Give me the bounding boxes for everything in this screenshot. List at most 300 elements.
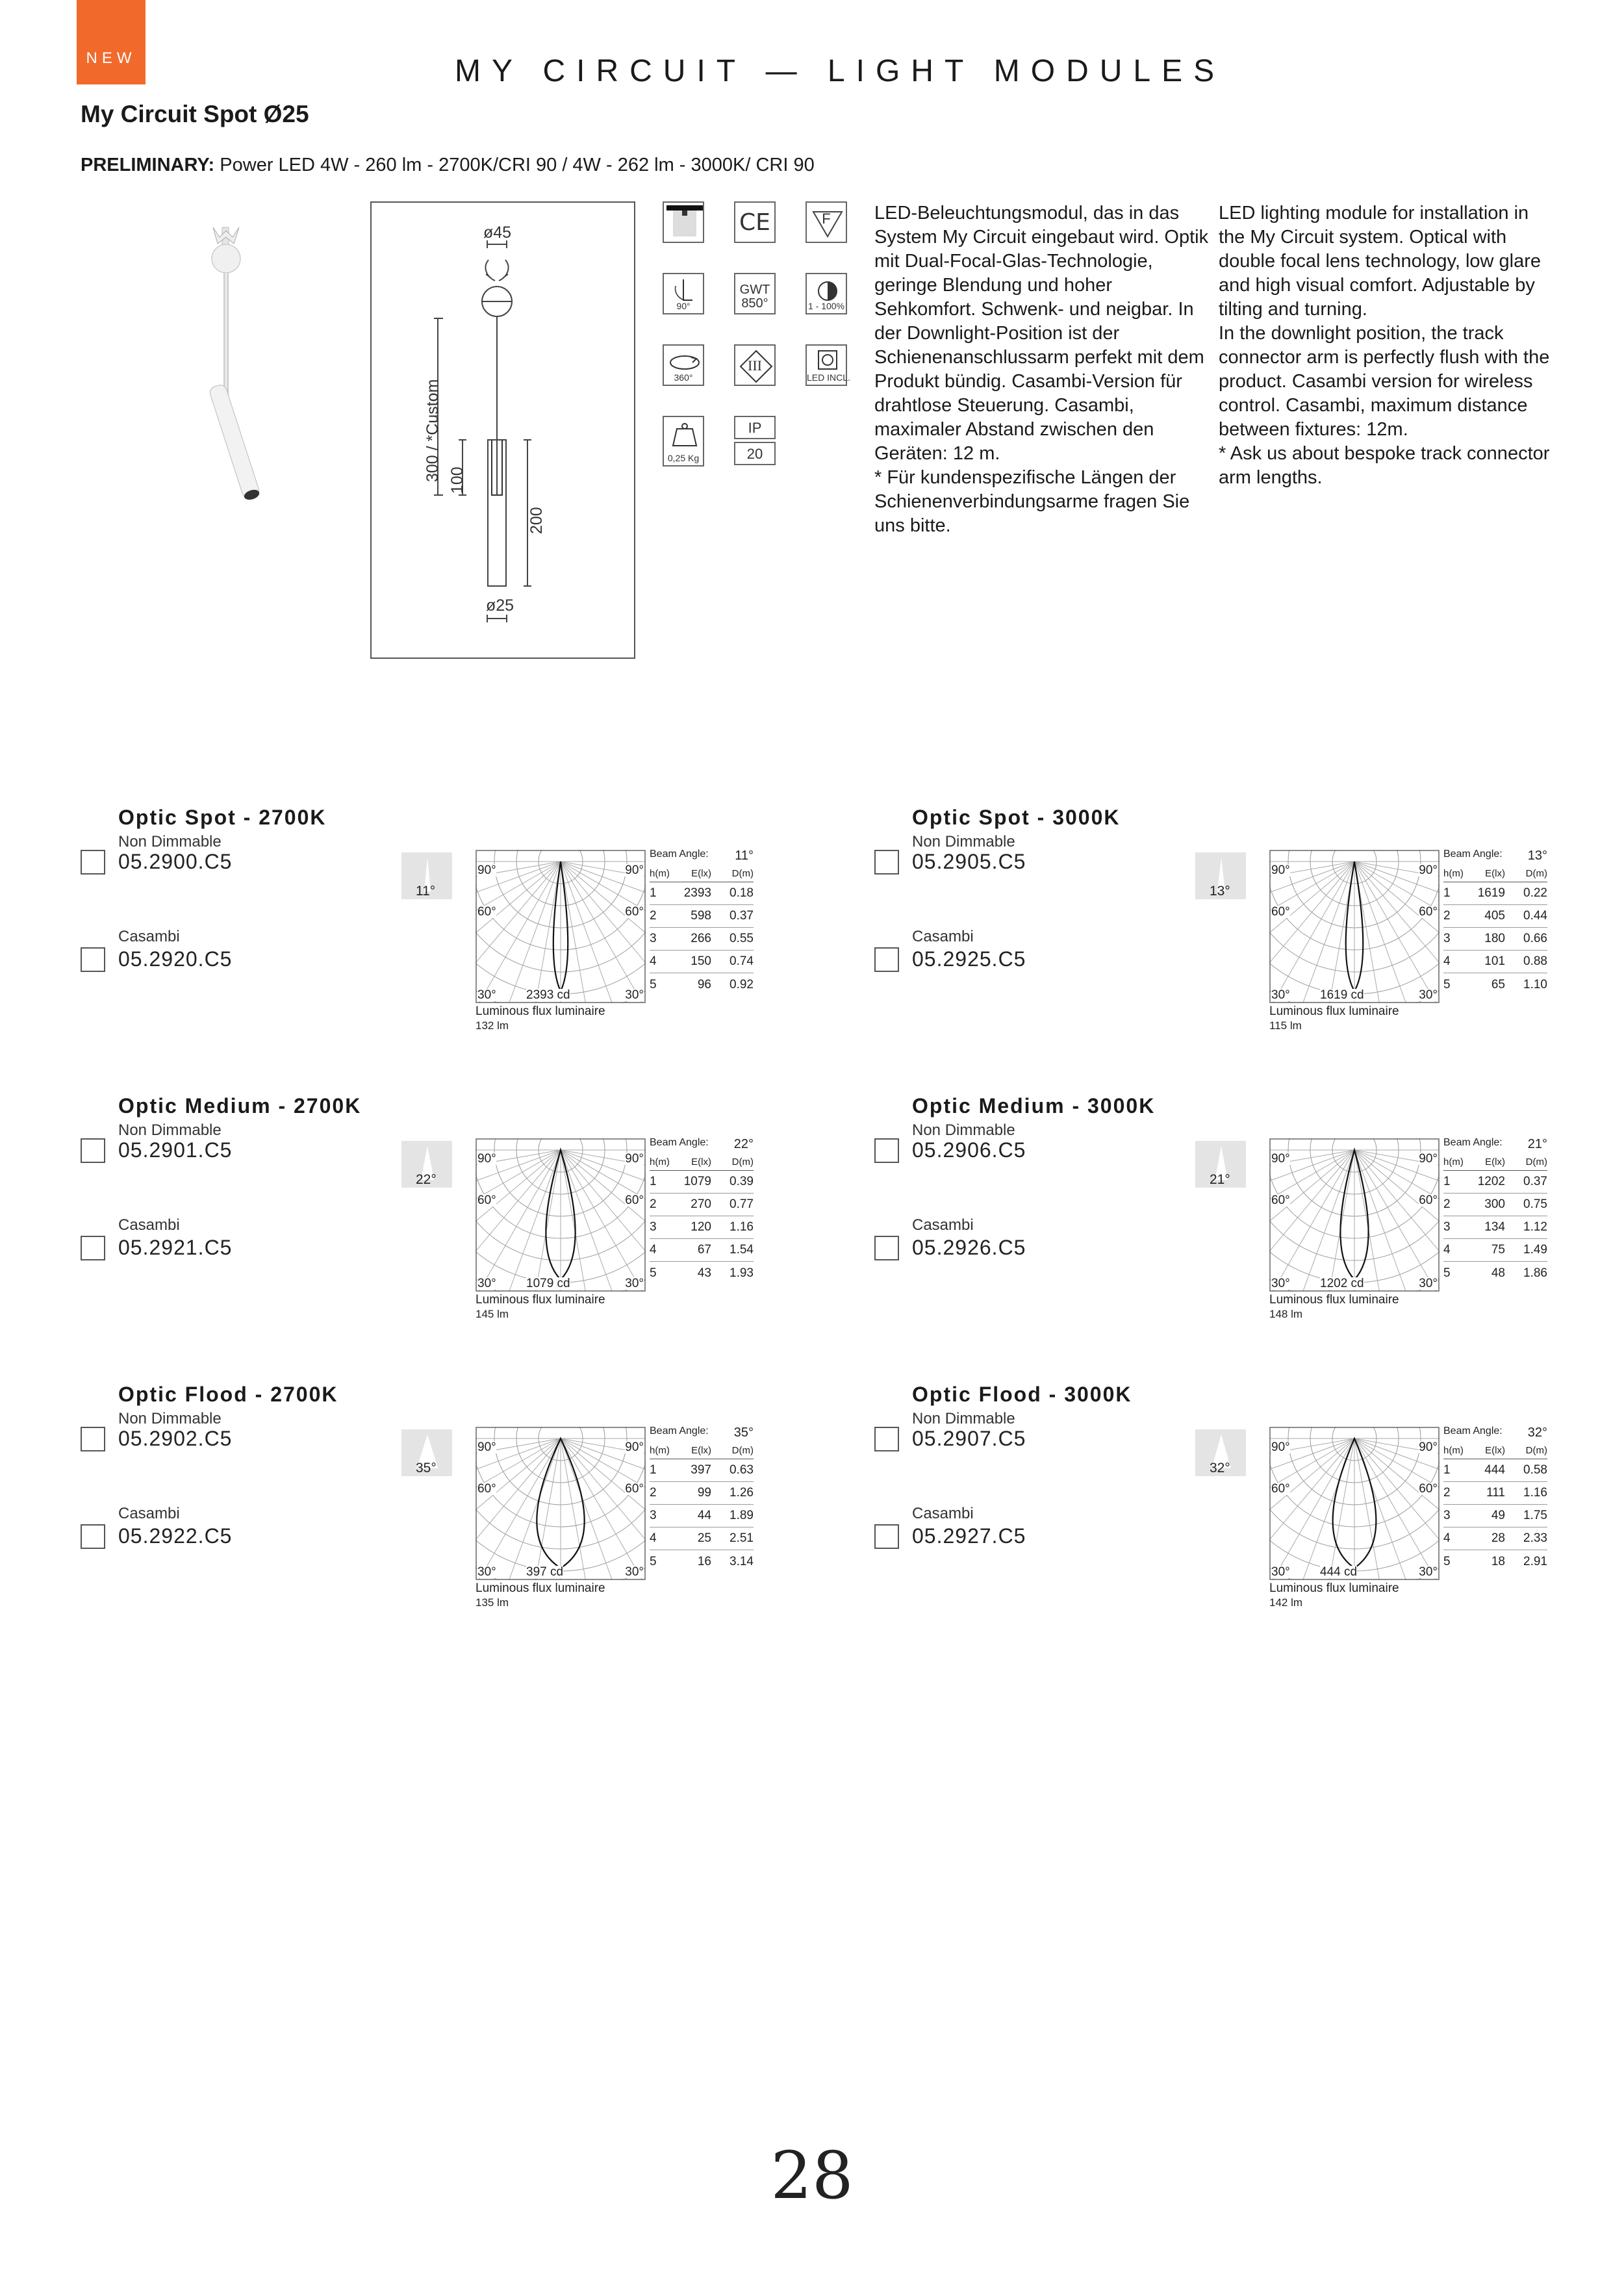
table-cell: 4 xyxy=(1443,954,1451,968)
dim-25: ø25 xyxy=(486,596,514,615)
table-cell: 0.37 xyxy=(730,909,754,923)
track-icon xyxy=(664,203,705,244)
illuminance-table xyxy=(650,1425,754,1573)
table-row xyxy=(650,928,754,951)
table-cell: 16 xyxy=(697,1554,711,1568)
table-cell: 1079 xyxy=(683,1175,711,1188)
article-code-casambi: 05.2921.C5 xyxy=(118,1236,233,1259)
polar-label-30-right: 30° xyxy=(625,988,644,1002)
dimming-label: 1 - 100% xyxy=(807,301,845,311)
article-code-non-dimmable: 05.2907.C5 xyxy=(912,1427,1026,1450)
table-cell: 2 xyxy=(1443,909,1451,923)
table-row xyxy=(1443,1262,1547,1284)
table-cell: 75 xyxy=(1491,1243,1505,1257)
flux-label: Luminous flux luminaire xyxy=(476,1293,605,1307)
rotate-label: 360° xyxy=(674,372,693,383)
table-cell: 1 xyxy=(1443,886,1451,900)
table-cell: 18 xyxy=(1491,1554,1505,1568)
table-cell: 1619 xyxy=(1477,886,1505,900)
flux-label: Luminous flux luminaire xyxy=(1269,1004,1399,1018)
polar-label-30-left: 30° xyxy=(1271,988,1290,1002)
illuminance-table xyxy=(650,849,754,996)
illuminance-table xyxy=(1443,849,1547,996)
non-dimmable-label: Non Dimmable xyxy=(912,1410,1015,1427)
table-cell: 120 xyxy=(691,1220,711,1234)
polar-label-30-right: 30° xyxy=(1419,988,1438,1002)
table-cell: 2.33 xyxy=(1523,1531,1547,1545)
table-cell: 2 xyxy=(650,1197,657,1211)
tilt-label: 90° xyxy=(676,301,691,311)
weight-label: 0,25 Kg xyxy=(667,453,700,463)
polar-label-60-right: 60° xyxy=(625,1194,644,1207)
technical-drawing-lines xyxy=(372,203,637,660)
table-cell: 0.58 xyxy=(1523,1463,1547,1477)
casambi-label: Casambi xyxy=(118,1216,180,1234)
polar-label-60-right: 60° xyxy=(625,905,644,919)
checkbox-casambi[interactable] xyxy=(81,947,105,972)
table-cell: 1.16 xyxy=(1523,1486,1547,1500)
checkbox-casambi[interactable] xyxy=(81,1236,105,1260)
description-de: LED-Beleuchtungsmodul, das in das System My Circuit eingebaut wird. Optik mit Dual-Focal-Glas-Technologie, geringe Blendung und hoher Sehkomfort. Schwenk- und neigbar. In der Downlight-Position ist der Schienenanschlussarm perfekt mit dem Produkt bündig. Casambi-Version für drahtlose Steuerung. Casambi, maximaler Abstand zwischen den Geräten: 12 m. * Für kundenspezifische Längen der Schienenverbindungsarme fragen Sie uns bitte. xyxy=(874,203,1209,536)
article-code-non-dimmable: 05.2906.C5 xyxy=(912,1138,1026,1162)
table-cell: 0.55 xyxy=(730,932,754,945)
polar-label-60-right: 60° xyxy=(1419,905,1438,919)
flux-value: 135 lm xyxy=(476,1596,509,1609)
ip-symbol xyxy=(734,416,776,439)
beam-angle-row xyxy=(1443,849,1547,868)
table-cell: 1.93 xyxy=(730,1266,754,1280)
polar-label-90-left: 90° xyxy=(1271,1440,1290,1454)
table-cell: 101 xyxy=(1484,954,1505,968)
table-row xyxy=(1443,1550,1547,1573)
table-cell: 134 xyxy=(1484,1220,1505,1234)
table-row xyxy=(1443,1482,1547,1505)
non-dimmable-label: Non Dimmable xyxy=(118,833,222,850)
col-height: h(m) xyxy=(1443,868,1464,879)
table-row xyxy=(1443,1171,1547,1194)
beam-angle-value: 21° xyxy=(1527,1137,1547,1151)
table-cell: 5 xyxy=(650,1266,657,1280)
table-cell: 0.22 xyxy=(1523,886,1547,900)
table-cell: 0.74 xyxy=(730,954,754,968)
col-diameter: D(m) xyxy=(1525,868,1547,879)
polar-diagram xyxy=(476,850,646,1003)
table-cell: 2393 xyxy=(683,886,711,900)
product-title: My Circuit Spot Ø25 xyxy=(81,101,309,127)
table-cell: 0.77 xyxy=(730,1197,754,1211)
polar-grid xyxy=(1269,850,1440,1003)
beam-angle-icon-label: 13° xyxy=(1210,884,1230,899)
casambi-label: Casambi xyxy=(118,928,180,945)
table-cell: 3 xyxy=(650,1220,657,1234)
beam-angle-row xyxy=(1443,1137,1547,1156)
beam-angle-label: Beam Angle: xyxy=(1443,849,1503,860)
optic-title: Optic Flood - 2700K xyxy=(118,1383,338,1406)
polar-diagram xyxy=(1269,1138,1440,1292)
non-dimmable-label: Non Dimmable xyxy=(118,1410,222,1427)
spec-line xyxy=(81,155,815,176)
polar-label-60-right: 60° xyxy=(1419,1482,1438,1496)
page-title: MY CIRCUIT — LIGHT MODULES xyxy=(455,54,1226,88)
beam-angle-label: Beam Angle: xyxy=(650,1137,709,1148)
spec-text: Power LED 4W - 260 lm - 2700K/CRI 90 / 4W - 262 lm - 3000K/ CRI 90 xyxy=(214,155,815,175)
table-cell: 598 xyxy=(691,909,711,923)
table-header xyxy=(650,1156,754,1171)
peak-intensity-label: 444 cd xyxy=(1320,1565,1358,1579)
dim-45: ø45 xyxy=(483,224,512,242)
article-code-casambi: 05.2920.C5 xyxy=(118,947,233,971)
beam-angle-value: 11° xyxy=(735,849,754,863)
polar-label-60-right: 60° xyxy=(625,1482,644,1496)
new-badge xyxy=(77,0,146,84)
col-illuminance: E(lx) xyxy=(1485,1445,1505,1456)
table-cell: 1 xyxy=(650,886,657,900)
col-diameter: D(m) xyxy=(1525,1445,1547,1456)
polar-grid xyxy=(476,850,646,1003)
table-cell: 0.39 xyxy=(730,1175,754,1188)
rotate-symbol xyxy=(663,344,704,386)
polar-grid xyxy=(1269,1427,1440,1580)
article-code-non-dimmable: 05.2905.C5 xyxy=(912,850,1026,873)
flux-value: 148 lm xyxy=(1269,1308,1303,1320)
table-cell: 65 xyxy=(1491,977,1505,991)
table-row xyxy=(1443,1505,1547,1527)
page-number: 28 xyxy=(770,2138,854,2214)
table-cell: 1.75 xyxy=(1523,1509,1547,1522)
table-cell: 3 xyxy=(1443,1220,1451,1234)
gwt-symbol xyxy=(734,273,776,314)
checkbox-non-dimmable[interactable] xyxy=(81,1427,105,1451)
new-badge-label: NEW xyxy=(86,49,136,67)
table-cell: 1.89 xyxy=(730,1509,754,1522)
polar-diagram xyxy=(1269,1427,1440,1580)
casambi-label: Casambi xyxy=(912,928,974,945)
beam-angle-icon-label: 22° xyxy=(416,1172,437,1187)
table-cell: 270 xyxy=(691,1197,711,1211)
beam-angle-value: 13° xyxy=(1527,849,1547,863)
beam-angle-label: Beam Angle: xyxy=(650,849,709,860)
polar-label-90-right: 90° xyxy=(625,1440,644,1454)
table-cell: 2 xyxy=(1443,1486,1451,1500)
table-row xyxy=(650,973,754,996)
casambi-label: Casambi xyxy=(118,1505,180,1522)
dim-200: 200 xyxy=(527,507,546,534)
table-cell: 444 xyxy=(1484,1463,1505,1477)
track-symbol xyxy=(663,201,704,243)
table-row xyxy=(1443,905,1547,928)
col-illuminance: E(lx) xyxy=(691,1156,711,1168)
flux-value: 145 lm xyxy=(476,1308,509,1320)
table-row xyxy=(650,905,754,928)
flux-value: 142 lm xyxy=(1269,1596,1303,1609)
polar-label-90-right: 90° xyxy=(1419,1152,1438,1166)
beam-angle-row xyxy=(650,849,754,868)
beam-angle-icon-label: 32° xyxy=(1210,1461,1230,1476)
polar-diagram xyxy=(476,1427,646,1580)
checkbox-casambi[interactable] xyxy=(81,1524,105,1549)
beam-angle-row xyxy=(1443,1425,1547,1445)
polar-grid xyxy=(476,1138,646,1292)
table-cell: 2 xyxy=(650,909,657,923)
table-cell: 96 xyxy=(697,977,711,991)
table-row xyxy=(1443,1194,1547,1216)
polar-label-30-left: 30° xyxy=(1271,1277,1290,1290)
article-code-casambi: 05.2925.C5 xyxy=(912,947,1026,971)
polar-label-90-left: 90° xyxy=(1271,863,1290,877)
beam-angle-icon-label: 21° xyxy=(1210,1172,1230,1187)
f-symbol xyxy=(806,201,847,243)
optic-title: Optic Spot - 2700K xyxy=(118,806,327,829)
table-cell: 3 xyxy=(1443,932,1451,945)
table-cell: 1.86 xyxy=(1523,1266,1547,1280)
col-illuminance: E(lx) xyxy=(1485,1156,1505,1168)
ip-label: IP xyxy=(748,420,762,436)
table-cell: 5 xyxy=(1443,1266,1451,1280)
table-cell: 0.37 xyxy=(1523,1175,1547,1188)
table-cell: 3.14 xyxy=(730,1554,754,1568)
optic-title: Optic Flood - 3000K xyxy=(912,1383,1132,1406)
flux-label: Luminous flux luminaire xyxy=(476,1004,605,1018)
checkbox-non-dimmable[interactable] xyxy=(874,850,899,875)
article-code-non-dimmable: 05.2902.C5 xyxy=(118,1427,233,1450)
col-height: h(m) xyxy=(650,868,670,879)
table-row xyxy=(650,951,754,973)
gwt-label: GWT 850° xyxy=(739,283,770,311)
table-row xyxy=(1443,951,1547,973)
polar-label-90-left: 90° xyxy=(477,1152,496,1166)
table-cell: 3 xyxy=(650,1509,657,1522)
article-code-casambi: 05.2927.C5 xyxy=(912,1524,1026,1548)
table-cell: 1 xyxy=(650,1175,657,1188)
table-header xyxy=(1443,1156,1547,1171)
polar-label-30-left: 30° xyxy=(477,1277,496,1290)
polar-label-30-right: 30° xyxy=(1419,1277,1438,1290)
led-label: LED INCL. xyxy=(807,372,850,383)
non-dimmable-label: Non Dimmable xyxy=(912,1121,1015,1139)
table-row xyxy=(650,1459,754,1482)
optic-title: Optic Spot - 3000K xyxy=(912,806,1121,829)
ce-symbol xyxy=(734,201,776,243)
beam-angle-label: Beam Angle: xyxy=(650,1425,709,1437)
polar-label-30-right: 30° xyxy=(625,1565,644,1579)
table-cell: 44 xyxy=(697,1509,711,1522)
table-cell: 99 xyxy=(697,1486,711,1500)
table-cell: 405 xyxy=(1484,909,1505,923)
class-label: III xyxy=(748,357,762,374)
table-header xyxy=(650,1445,754,1459)
spec-label: PRELIMINARY: xyxy=(81,155,215,175)
table-cell: 2.51 xyxy=(730,1531,754,1545)
table-cell: 67 xyxy=(697,1243,711,1257)
beam-angle-row xyxy=(650,1425,754,1445)
table-row xyxy=(650,1194,754,1216)
article-code-non-dimmable: 05.2901.C5 xyxy=(118,1138,233,1162)
table-cell: 2.91 xyxy=(1523,1554,1547,1568)
dim-100: 100 xyxy=(448,466,466,494)
beam-angle-value: 35° xyxy=(733,1425,754,1440)
table-cell: 0.75 xyxy=(1523,1197,1547,1211)
checkbox-casambi[interactable] xyxy=(874,947,899,972)
table-row xyxy=(650,1482,754,1505)
polar-label-30-left: 30° xyxy=(477,988,496,1002)
flux-label: Luminous flux luminaire xyxy=(1269,1581,1399,1595)
col-diameter: D(m) xyxy=(731,1156,754,1168)
ip-value: 20 xyxy=(746,446,763,462)
table-cell: 5 xyxy=(650,977,657,991)
col-illuminance: E(lx) xyxy=(1485,868,1505,879)
table-cell: 0.92 xyxy=(730,977,754,991)
beam-angle-label: Beam Angle: xyxy=(1443,1137,1503,1148)
led-symbol xyxy=(806,344,850,386)
polar-diagram xyxy=(1269,850,1440,1003)
ce-icon: CE xyxy=(739,209,770,236)
f-label: F xyxy=(822,211,831,227)
table-cell: 4 xyxy=(1443,1531,1451,1545)
table-cell: 0.63 xyxy=(730,1463,754,1477)
table-cell: 2 xyxy=(1443,1197,1451,1211)
table-header xyxy=(1443,868,1547,882)
article-code-casambi: 05.2926.C5 xyxy=(912,1236,1026,1259)
polar-label-30-left: 30° xyxy=(477,1565,496,1579)
table-cell: 1 xyxy=(1443,1175,1451,1188)
dimming-symbol xyxy=(806,273,847,314)
table-cell: 300 xyxy=(1484,1197,1505,1211)
polar-label-60-left: 60° xyxy=(1271,1194,1290,1207)
table-row xyxy=(1443,882,1547,905)
dim-custom: 300 / *Custom xyxy=(424,379,442,482)
table-cell: 4 xyxy=(650,954,657,968)
polar-diagram xyxy=(476,1138,646,1292)
casambi-label: Casambi xyxy=(912,1505,974,1522)
table-row xyxy=(650,1171,754,1194)
table-row xyxy=(1443,973,1547,996)
table-cell: 1.12 xyxy=(1523,1220,1547,1234)
table-cell: 0.88 xyxy=(1523,954,1547,968)
table-row xyxy=(650,882,754,905)
peak-intensity-label: 1202 cd xyxy=(1320,1277,1364,1290)
checkbox-non-dimmable[interactable] xyxy=(874,1427,899,1451)
polar-label-60-left: 60° xyxy=(1271,1482,1290,1496)
table-row xyxy=(650,1505,754,1527)
col-height: h(m) xyxy=(1443,1445,1464,1456)
table-row xyxy=(1443,1527,1547,1550)
table-cell: 150 xyxy=(691,954,711,968)
col-illuminance: E(lx) xyxy=(691,1445,711,1456)
table-cell: 180 xyxy=(1484,932,1505,945)
table-cell: 5 xyxy=(1443,977,1451,991)
polar-label-30-right: 30° xyxy=(1419,1565,1438,1579)
flux-value: 132 lm xyxy=(476,1019,509,1032)
polar-label-30-left: 30° xyxy=(1271,1565,1290,1579)
non-dimmable-label: Non Dimmable xyxy=(912,833,1015,850)
table-cell: 0.44 xyxy=(1523,909,1547,923)
beam-angle-value: 32° xyxy=(1527,1425,1547,1440)
polar-label-90-left: 90° xyxy=(477,1440,496,1454)
illuminance-table xyxy=(1443,1425,1547,1573)
table-cell: 4 xyxy=(650,1531,657,1545)
polar-label-90-right: 90° xyxy=(1419,1440,1438,1454)
col-height: h(m) xyxy=(650,1156,670,1168)
polar-label-60-left: 60° xyxy=(477,1482,496,1496)
table-cell: 1202 xyxy=(1477,1175,1505,1188)
product-photo xyxy=(188,208,286,507)
polar-grid xyxy=(1269,1138,1440,1292)
polar-label-60-left: 60° xyxy=(477,1194,496,1207)
optic-title: Optic Medium - 3000K xyxy=(912,1094,1156,1118)
table-row xyxy=(650,1527,754,1550)
table-cell: 1 xyxy=(1443,1463,1451,1477)
table-row xyxy=(650,1239,754,1262)
table-cell: 1.49 xyxy=(1523,1243,1547,1257)
polar-label-90-right: 90° xyxy=(1419,863,1438,877)
table-cell: 5 xyxy=(1443,1554,1451,1568)
table-cell: 1.54 xyxy=(730,1243,754,1257)
technical-drawing xyxy=(370,201,635,659)
table-row xyxy=(650,1262,754,1284)
peak-intensity-label: 397 cd xyxy=(526,1565,564,1579)
polar-label-60-left: 60° xyxy=(477,905,496,919)
polar-label-90-left: 90° xyxy=(477,863,496,877)
beam-angle-label: Beam Angle: xyxy=(1443,1425,1503,1437)
flux-label: Luminous flux luminaire xyxy=(1269,1293,1399,1307)
casambi-label: Casambi xyxy=(912,1216,974,1234)
checkbox-casambi[interactable] xyxy=(874,1524,899,1549)
beam-angle-row xyxy=(650,1137,754,1156)
flux-value: 115 lm xyxy=(1269,1019,1302,1032)
article-code-non-dimmable: 05.2900.C5 xyxy=(118,850,233,873)
peak-intensity-label: 1619 cd xyxy=(1320,988,1364,1002)
beam-angle-value: 22° xyxy=(733,1137,754,1151)
table-cell: 25 xyxy=(697,1531,711,1545)
article-code-casambi: 05.2922.C5 xyxy=(118,1524,233,1548)
table-cell: 397 xyxy=(691,1463,711,1477)
table-cell: 4 xyxy=(1443,1243,1451,1257)
illuminance-table xyxy=(1443,1137,1547,1284)
beam-angle-icon-label: 35° xyxy=(416,1461,437,1476)
table-row xyxy=(650,1550,754,1573)
table-cell: 1.16 xyxy=(730,1220,754,1234)
table-cell: 0.66 xyxy=(1523,932,1547,945)
polar-label-30-right: 30° xyxy=(625,1277,644,1290)
table-cell: 111 xyxy=(1486,1486,1505,1500)
table-cell: 48 xyxy=(1491,1266,1505,1280)
non-dimmable-label: Non Dimmable xyxy=(118,1121,222,1139)
col-height: h(m) xyxy=(1443,1156,1464,1168)
table-cell: 266 xyxy=(691,932,711,945)
optic-title: Optic Medium - 2700K xyxy=(118,1094,362,1118)
ip-value-box xyxy=(734,442,776,465)
checkbox-non-dimmable[interactable] xyxy=(81,1138,105,1163)
table-cell: 28 xyxy=(1491,1531,1505,1545)
table-cell: 3 xyxy=(1443,1509,1451,1522)
table-row xyxy=(1443,928,1547,951)
illuminance-table xyxy=(650,1137,754,1284)
table-cell: 3 xyxy=(650,932,657,945)
checkbox-non-dimmable[interactable] xyxy=(81,850,105,875)
flux-label: Luminous flux luminaire xyxy=(476,1581,605,1595)
table-cell: 0.18 xyxy=(730,886,754,900)
table-row xyxy=(1443,1216,1547,1239)
weight-symbol xyxy=(663,416,704,466)
col-diameter: D(m) xyxy=(1525,1156,1547,1168)
peak-intensity-label: 2393 cd xyxy=(526,988,570,1002)
beam-angle-icon-label: 11° xyxy=(416,884,436,899)
checkbox-non-dimmable[interactable] xyxy=(874,1138,899,1163)
class-symbol xyxy=(734,344,776,386)
checkbox-casambi[interactable] xyxy=(874,1236,899,1260)
table-cell: 5 xyxy=(650,1554,657,1568)
description-en: LED lighting module for installation in the My Circuit system. Optical with double focal lens technology, low glare and high visual comfort. Adjustable by tilting and turning. In the downlight position, the track connector arm is perfectly flush with the product. Casambi version for wireless control. Casambi, maximum distance between fixtures: 12m. * Ask us about bespoke track connector arm lengths. xyxy=(1219,203,1550,488)
